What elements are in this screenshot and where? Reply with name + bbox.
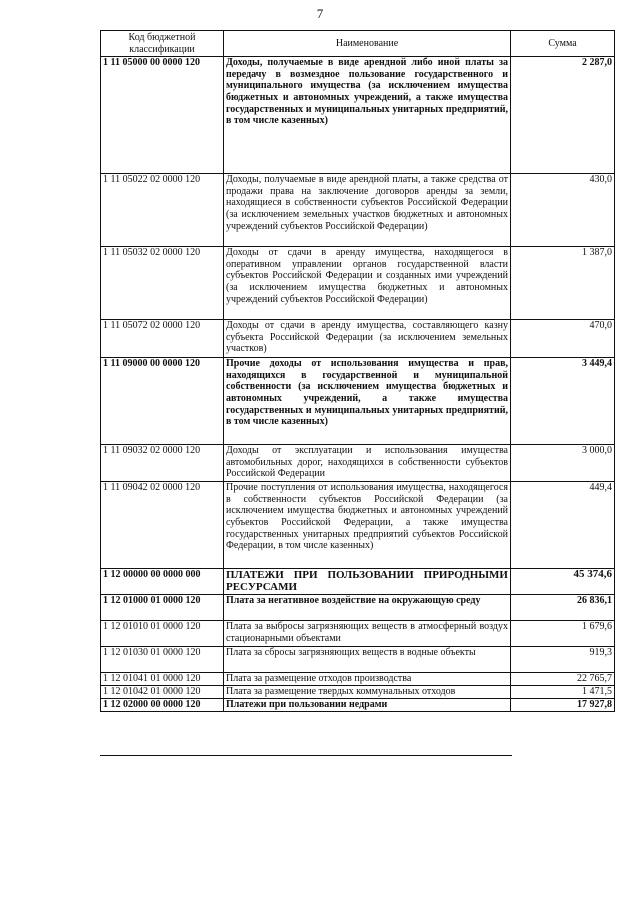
table-row: [101, 174, 615, 247]
row-name: Доходы, получаемые в виде арендной платы, а также средства от продажи права на заключение договоров аренды за земли, находящиеся в собственности субъектов Российской Федерации (за исключением земельных участков бюджетных и автономных учреждений субъектов Российской Федерации): [224, 174, 511, 247]
row-name: Доходы, получаемые в виде арендной либо иной платы за передачу в возмездное пользование государственного и муниципального имущества (за исключением имущества бюджетных и автономных учреждений, а также имущества государственных и муниципальных унитарных предприятий, в том числе казенных): [224, 57, 511, 174]
table-row: [101, 647, 615, 673]
row-sum: 45 374,6: [511, 569, 615, 595]
row-sum: 919,3: [511, 647, 615, 673]
row-code: 1 11 05000 00 0000 120: [101, 57, 224, 174]
header-sum: Сумма: [511, 31, 615, 57]
row-sum: 449,4: [511, 482, 615, 569]
row-name: ПЛАТЕЖИ ПРИ ПОЛЬЗОВАНИИ ПРИРОДНЫМИ РЕСУРСАМИ: [224, 569, 511, 595]
row-code: 1 12 01041 01 0000 120: [101, 673, 224, 686]
row-name: Прочие поступления от использования имущества, находящегося в собственности субъектов Российской Федерации (за исключением имущества бюджетных и автономных учреждений субъектов Российской Федерации, а также имущества государственных унитарных предприятий субъектов Российской Федерации, в том числе казенных): [224, 482, 511, 569]
row-code: 1 11 09032 02 0000 120: [101, 445, 224, 482]
row-code: 1 12 01000 01 0000 120: [101, 595, 224, 621]
row-sum: 430,0: [511, 174, 615, 247]
page-number: 7: [316, 6, 324, 21]
table-row: [101, 482, 615, 569]
row-sum: 17 927,8: [511, 699, 615, 712]
header-code: Код бюджетной классификации: [101, 31, 224, 57]
budget-table: [100, 30, 615, 712]
table-row: [101, 445, 615, 482]
row-sum: 1 679,6: [511, 621, 615, 647]
row-code: 1 12 01042 01 0000 120: [101, 686, 224, 699]
row-sum: 2 287,0: [511, 57, 615, 174]
table-row: [101, 358, 615, 445]
table-row: [101, 320, 615, 358]
row-sum: 26 836,1: [511, 595, 615, 621]
row-name: Плата за размещение твердых коммунальных отходов: [224, 686, 511, 699]
row-code: 1 11 05022 02 0000 120: [101, 174, 224, 247]
table-row: [101, 595, 615, 621]
row-name: Плата за сбросы загрязняющих веществ в водные объекты: [224, 647, 511, 673]
table-header-row: [101, 31, 615, 57]
row-name: Платежи при пользовании недрами: [224, 699, 511, 712]
footer-divider: [100, 755, 512, 756]
row-code: 1 11 05072 02 0000 120: [101, 320, 224, 358]
row-sum: 22 765,7: [511, 673, 615, 686]
row-code: 1 12 01030 01 0000 120: [101, 647, 224, 673]
table-row: [101, 569, 615, 595]
row-name: Доходы от сдачи в аренду имущества, находящегося в оперативном управлении органов государственной власти субъектов Российской Федерации и созданных ими учреждений (за исключением имущества бюджетных и автономных учреждений субъектов Российской Федерации): [224, 247, 511, 320]
row-code: 1 12 00000 00 0000 000: [101, 569, 224, 595]
table-row: [101, 621, 615, 647]
row-name: Плата за выбросы загрязняющих веществ в атмосферный воздух стационарными объектами: [224, 621, 511, 647]
row-name: Плата за размещение отходов производства: [224, 673, 511, 686]
table-row: [101, 247, 615, 320]
row-code: 1 11 05032 02 0000 120: [101, 247, 224, 320]
table-row: [101, 699, 615, 712]
table-row: [101, 673, 615, 686]
table-row: [101, 57, 615, 174]
row-sum: 3 449,4: [511, 358, 615, 445]
row-sum: 470,0: [511, 320, 615, 358]
header-name: Наименование: [224, 31, 511, 57]
row-sum: 3 000,0: [511, 445, 615, 482]
row-code: 1 12 01010 01 0000 120: [101, 621, 224, 647]
row-code: 1 12 02000 00 0000 120: [101, 699, 224, 712]
row-code: 1 11 09000 00 0000 120: [101, 358, 224, 445]
row-name: Прочие доходы от использования имущества и прав, находящихся в государственной и муниципальной собственности (за исключением имущества бюджетных и автономных учреждений, а также имущества государственных и муниципальных унитарных предприятий, в том числе казенных): [224, 358, 511, 445]
row-name: Доходы от сдачи в аренду имущества, составляющего казну субъекта Российской Федерации (за исключением земельных участков): [224, 320, 511, 358]
row-sum: 1 471,5: [511, 686, 615, 699]
row-code: 1 11 09042 02 0000 120: [101, 482, 224, 569]
table-row: [101, 686, 615, 699]
row-sum: 1 387,0: [511, 247, 615, 320]
row-name: Доходы от эксплуатации и использования имущества автомобильных дорог, находящихся в собственности субъектов Российской Федерации: [224, 445, 511, 482]
row-name: Плата за негативное воздействие на окружающую среду: [224, 595, 511, 621]
